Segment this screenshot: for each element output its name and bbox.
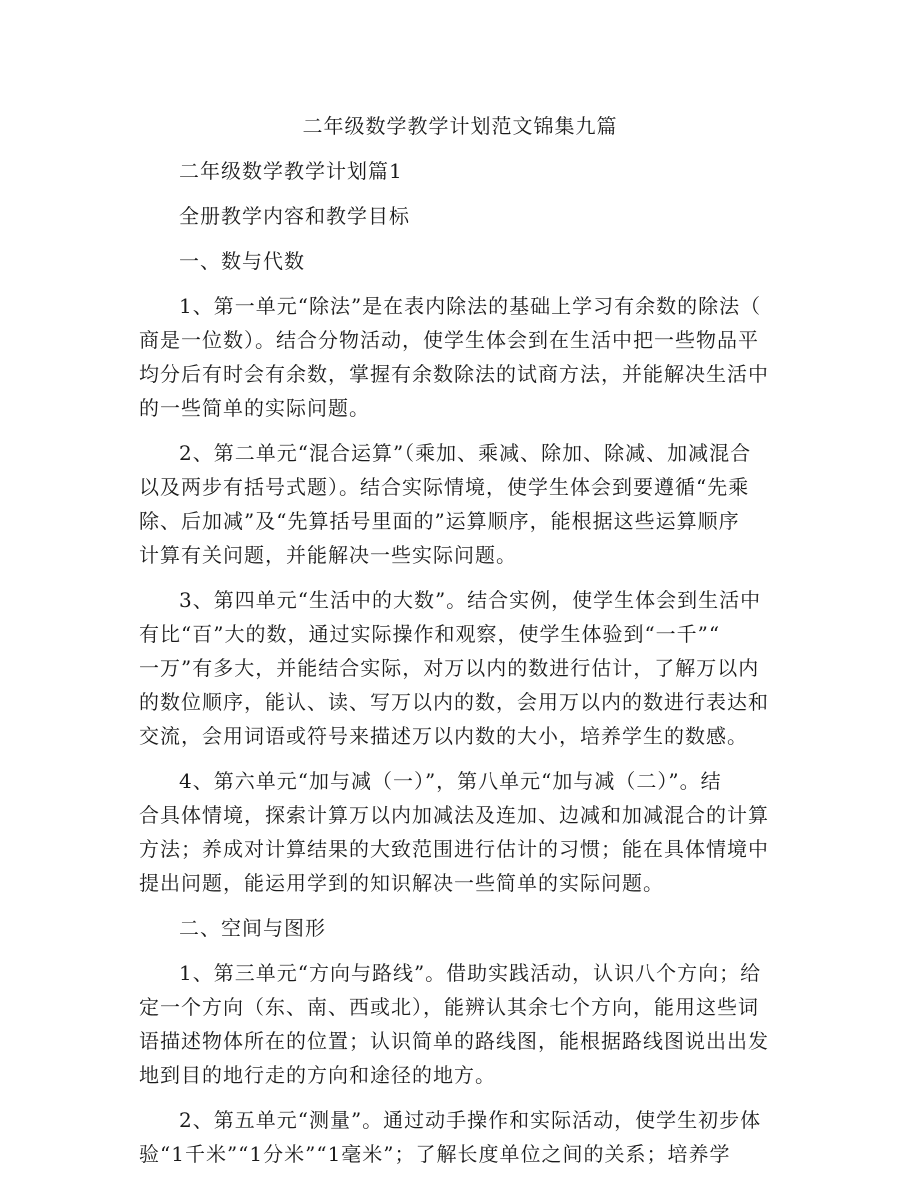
paragraph-line: 1、第三单元“方向与路线”。借助实践活动，认识八个方向；给 xyxy=(179,961,762,985)
paragraph-line: 商是一位数）。结合分物活动，使学生体会到在生活中把一些物品平 xyxy=(139,328,759,352)
paragraph-line: 提出问题，能运用学到的知识解决一些简单的实际问题。 xyxy=(139,871,664,895)
paragraph-line: 的数位顺序，能认、读、写万以内的数，会用万以内的数进行表达和 xyxy=(139,690,769,714)
paragraph-line: 有比“百”大的数，通过实际操作和观察，使学生体验到“一千”“ xyxy=(139,622,721,646)
paragraph-line: 语描述物体所在的位置；认识简单的路线图，能根据路线图说出出发 xyxy=(139,1029,769,1053)
section-heading: 一、数与代数 xyxy=(179,249,305,273)
paragraph-line: 除、后加减”及“先算括号里面的”运算顺序，能根据这些运算顺序 xyxy=(139,509,740,533)
paragraph-line: 合具体情境，探索计算万以内加减法及连加、边减和加减混合的计算 xyxy=(139,803,769,827)
paragraph-line: 以及两步有括号式题）。结合实际情境，使学生体会到要遵循“先乘 xyxy=(139,475,750,499)
paragraph-line: 的一些简单的实际问题。 xyxy=(139,396,370,420)
paragraph-line: 一万”有多大，并能结合实际，对万以内的数进行估计，了解万以内 xyxy=(139,656,760,680)
paragraph-line: 2、第五单元“测量”。通过动手操作和实际活动，使学生初步体 xyxy=(179,1108,762,1132)
paragraph-line: 2、第二单元“混合运算”（乘加、乘减、除加、除减、加减混合 xyxy=(179,441,752,465)
paragraph-line: 地到目的地行走的方向和途径的地方。 xyxy=(139,1063,496,1087)
paragraph-line: 方法；养成对计算结果的大致范围进行估计的习惯；能在具体情境中 xyxy=(139,837,769,861)
paragraph-line: 1、第一单元“除法”是在表内除法的基础上学习有余数的除法（ xyxy=(179,294,762,318)
document-title: 二年级数学教学计划范文锦集九篇 xyxy=(302,114,618,138)
paragraph-line: 计算有关问题，并能解决一些实际问题。 xyxy=(139,543,517,567)
paragraph-line: 验“1千米”“1分米”“1毫米”；了解长度单位之间的关系；培养学 xyxy=(139,1142,731,1166)
paragraph-line: 定一个方向（东、南、西或北），能辨认其余七个方向，能用这些词 xyxy=(139,995,759,1019)
paragraph-line: 4、第六单元“加与减（一）”，第八单元“加与减（二）”。结 xyxy=(179,769,722,793)
section-heading: 二年级数学教学计划篇1 xyxy=(179,159,403,183)
paragraph-line: 均分后有时会有余数，掌握有余数除法的试商方法，并能解决生活中 xyxy=(139,362,769,386)
section-heading: 二、空间与图形 xyxy=(179,916,326,940)
section-heading: 全册教学内容和教学目标 xyxy=(179,204,410,228)
paragraph-line: 交流，会用词语或符号来描述万以内数的大小，培养学生的数感。 xyxy=(139,724,748,748)
paragraph-line: 3、第四单元“生活中的大数”。结合实例，使学生体会到生活中 xyxy=(179,588,762,612)
